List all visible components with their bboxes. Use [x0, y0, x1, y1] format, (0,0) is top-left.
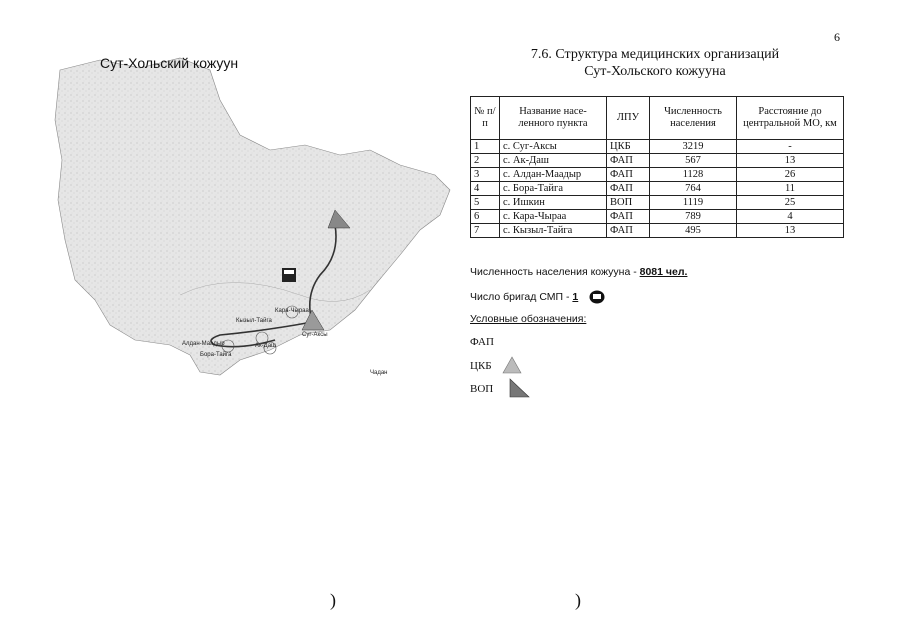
cell: 1128	[650, 168, 737, 182]
cell: 2	[471, 154, 500, 168]
header-settlement: Название насе-ленного пункта	[500, 97, 607, 140]
label-aldan-maadyr: Алдан-Маадыр	[182, 341, 225, 347]
label-chadan: Чадан	[370, 370, 388, 376]
cell: ФАП	[607, 154, 650, 168]
section-title-line2: Сут-Хольского кожууна	[584, 64, 726, 79]
cell: 11	[737, 182, 844, 196]
header-population: Численность населения	[650, 97, 737, 140]
label-ak-dash: Ак-Даш	[255, 343, 276, 349]
ambulance-icon	[589, 290, 605, 304]
bottom-mark: )	[575, 590, 581, 610]
table-row	[471, 140, 844, 154]
header-num: № п/п	[471, 97, 500, 140]
population-value: 8081 чел.	[639, 266, 688, 278]
brigades-value: 1	[572, 290, 579, 303]
cell: ФАП	[607, 182, 650, 196]
table-row	[471, 154, 844, 168]
page-number: 6	[834, 30, 840, 44]
brigades-label: Число бригад СМП -	[470, 290, 573, 303]
cell: ФАП	[607, 210, 650, 224]
label-bora-taiga: Бора-Тайга	[200, 352, 232, 358]
cell: 764	[650, 182, 737, 196]
cell: с. Бора-Тайга	[500, 182, 607, 196]
medical-organizations-table	[470, 96, 844, 238]
cell: 26	[737, 168, 844, 182]
cell: ФАП	[607, 224, 650, 238]
label-sug-aksy: Суг-Аксы	[302, 332, 328, 338]
cell: ЦКБ	[607, 140, 650, 154]
cell: 25	[737, 196, 844, 210]
cell: ВОП	[607, 196, 650, 210]
district-outline	[55, 58, 450, 375]
legend-title: Условные обозначения:	[470, 313, 587, 325]
cell: с. Кара-Чыраа	[500, 210, 607, 224]
table-row	[471, 224, 844, 238]
cell: 3219	[650, 140, 737, 154]
cell: 3	[471, 168, 500, 182]
cell: 6	[471, 210, 500, 224]
vop-triangle-icon	[508, 378, 530, 398]
cell: 7	[471, 224, 500, 238]
map-title: Сут-Хольский кожуун	[100, 55, 239, 71]
cell: 1	[471, 140, 500, 154]
label-kyzyl-taiga: Кызыл-Тайга	[236, 318, 272, 324]
cell: ФАП	[607, 168, 650, 182]
bottom-mark: )	[330, 590, 336, 610]
section-title-line1: 7.6. Структура медицинских организаций	[530, 47, 780, 62]
cell: 5	[471, 196, 500, 210]
brigades-line	[470, 290, 605, 304]
cell: 567	[650, 154, 737, 168]
cell: 13	[737, 224, 844, 238]
header-distance: Расстояние до центральной МО, км	[737, 97, 844, 140]
table-row	[471, 182, 844, 196]
ckb-triangle-icon	[502, 356, 522, 374]
table-header-row	[471, 97, 844, 140]
cell: с. Ишкин	[500, 196, 607, 210]
population-label: Численность населения кожууна -	[470, 266, 640, 278]
cell: с. Алдан-Маадыр	[500, 168, 607, 182]
cell: 4	[737, 210, 844, 224]
header-lpu: ЛПУ	[607, 97, 650, 140]
cell: с. Кызыл-Тайга	[500, 224, 607, 238]
table-row	[471, 196, 844, 210]
cell: 13	[737, 154, 844, 168]
cell: 789	[650, 210, 737, 224]
district-map	[40, 40, 460, 410]
table-row	[471, 210, 844, 224]
cell: с. Суг-Аксы	[500, 140, 607, 154]
legend-vop: ВОП	[470, 383, 494, 395]
section-title	[470, 46, 840, 80]
cell: с. Ак-Даш	[500, 154, 607, 168]
cell: 495	[650, 224, 737, 238]
cell: 1119	[650, 196, 737, 210]
label-kara-chyraa: Кара-Чыраа	[275, 308, 309, 314]
population-line	[470, 266, 687, 278]
cell: -	[737, 140, 844, 154]
legend-ckb: ЦКБ	[470, 360, 492, 372]
legend-fap: ФАП	[470, 336, 494, 348]
cell: 4	[471, 182, 500, 196]
table-row	[471, 168, 844, 182]
